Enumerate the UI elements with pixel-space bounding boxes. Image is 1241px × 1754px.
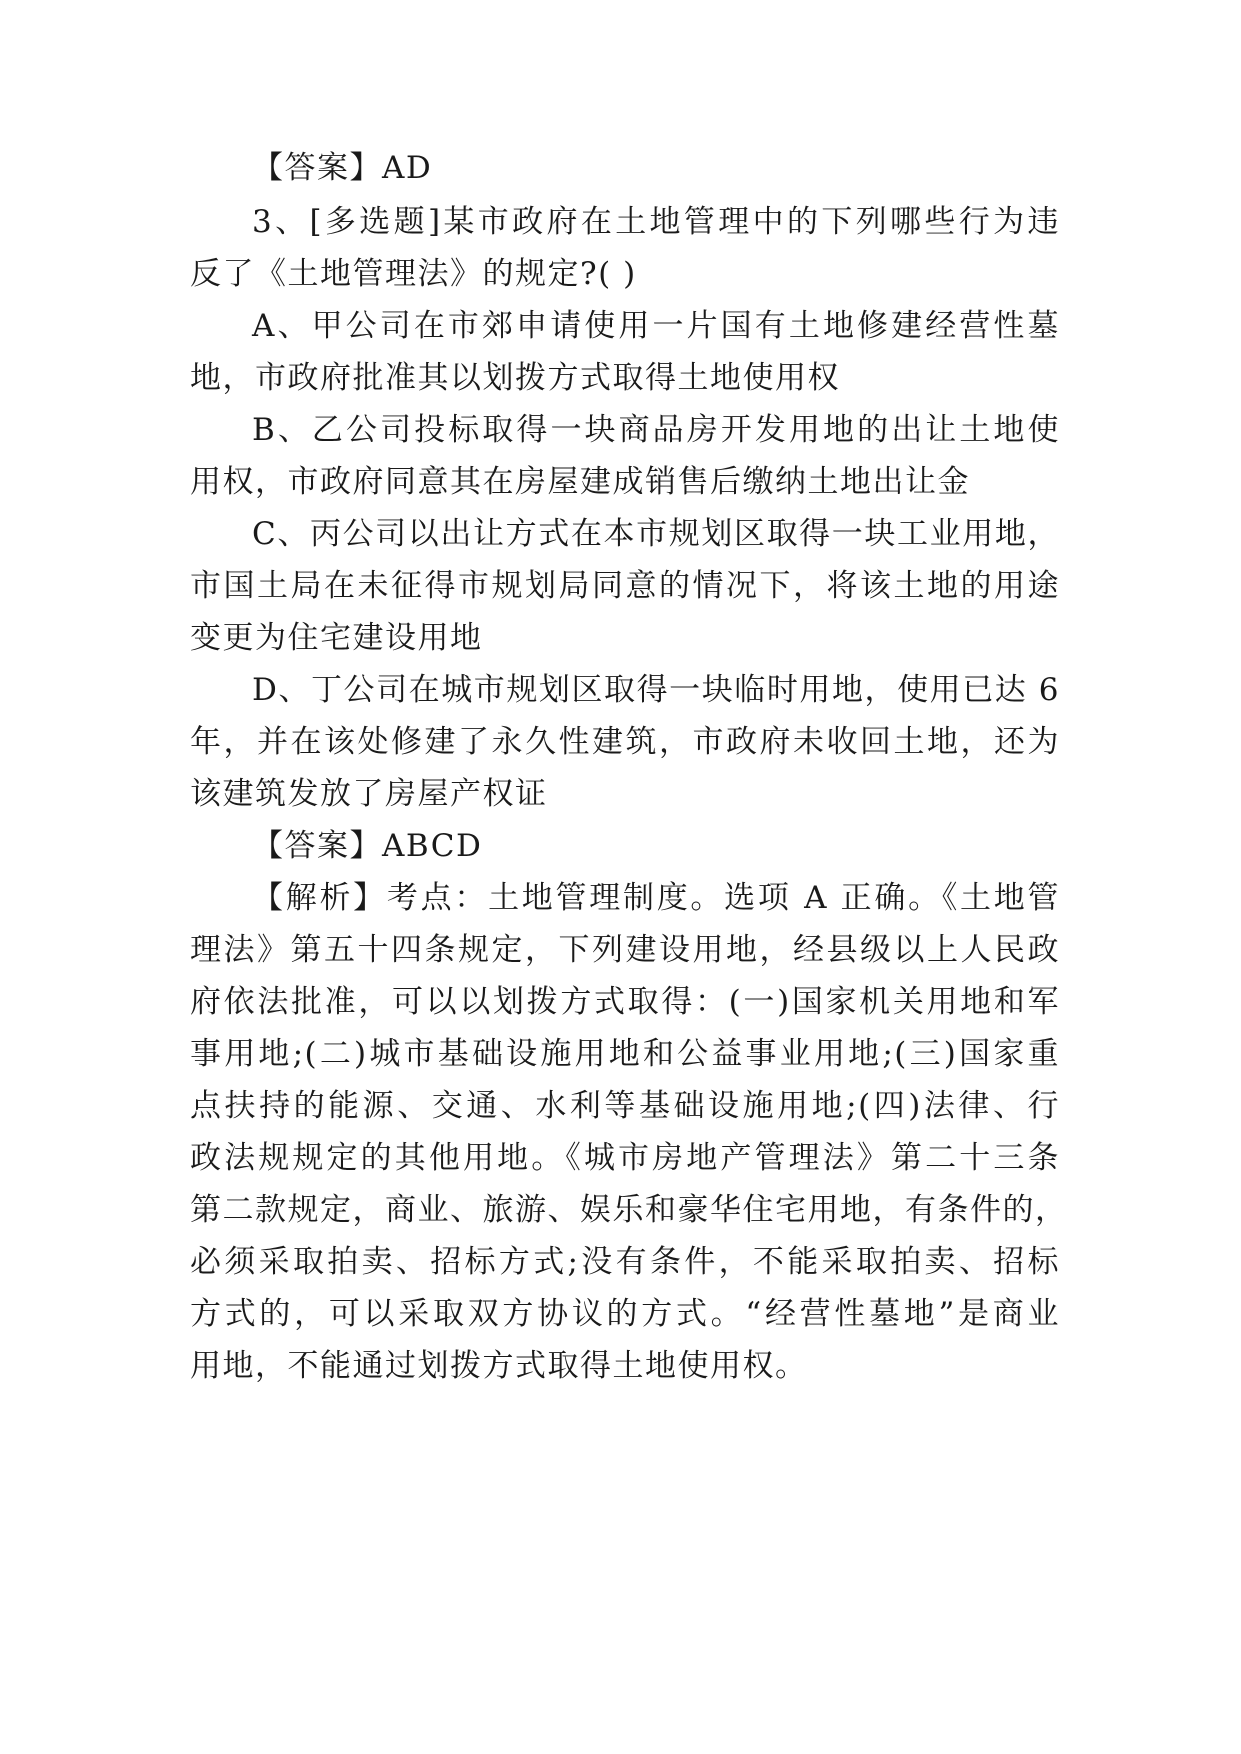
analysis-line-3: 府依法批准，可以以划拨方式取得：(一)国家机关用地和军: [190, 984, 1060, 1020]
option-a-line-1: A、甲公司在市郊申请使用一片国有土地修建经营性墓: [252, 308, 1060, 344]
option-c-line-2: 市国土局在未征得市规划局同意的情况下，将该土地的用途: [190, 568, 1060, 604]
analysis-line-4: 事用地;(二)城市基础设施用地和公益事业用地;(三)国家重: [190, 1036, 1060, 1072]
option-d-line-1: D、丁公司在城市规划区取得一块临时用地，使用已达 6: [252, 672, 1060, 708]
analysis-line-8: 必须采取拍卖、招标方式;没有条件，不能采取拍卖、招标: [190, 1244, 1060, 1280]
question-3-line-1: 3、[多选题]某市政府在土地管理中的下列哪些行为违: [252, 204, 1060, 240]
question-3-line-2: 反了《土地管理法》的规定?( ): [190, 256, 637, 292]
option-c-line-3: 变更为住宅建设用地: [190, 620, 483, 656]
analysis-line-2: 理法》第五十四条规定，下列建设用地，经县级以上人民政: [190, 932, 1060, 968]
analysis-line-1: 【解析】考点：土地管理制度。选项 A 正确。《土地管: [252, 880, 1060, 916]
option-d-line-3: 该建筑发放了房屋产权证: [190, 776, 548, 812]
answer-line-q3: 【答案】ABCD: [252, 828, 483, 864]
analysis-line-10: 用地，不能通过划拨方式取得土地使用权。: [190, 1348, 808, 1384]
analysis-line-5: 点扶持的能源、交通、水利等基础设施用地;(四)法律、行: [190, 1088, 1060, 1124]
analysis-line-7: 第二款规定，商业、旅游、娱乐和豪华住宅用地，有条件的，: [190, 1192, 1068, 1228]
option-b-line-1: B、乙公司投标取得一块商品房开发用地的出让土地使: [252, 412, 1060, 448]
option-c-line-1: C、丙公司以出让方式在本市规划区取得一块工业用地，: [252, 516, 1060, 552]
option-b-line-2: 用权，市政府同意其在房屋建成销售后缴纳土地出让金: [190, 464, 970, 500]
analysis-line-6: 政法规规定的其他用地。《城市房地产管理法》第二十三条: [190, 1140, 1060, 1176]
answer-line-q2: 【答案】AD: [252, 150, 433, 186]
option-d-line-2: 年，并在该处修建了永久性建筑，市政府未收回土地，还为: [190, 724, 1060, 760]
option-a-line-2: 地，市政府批准其以划拨方式取得土地使用权: [190, 360, 840, 396]
analysis-line-9: 方式的，可以采取双方协议的方式。“经营性墓地”是商业: [190, 1296, 1060, 1332]
